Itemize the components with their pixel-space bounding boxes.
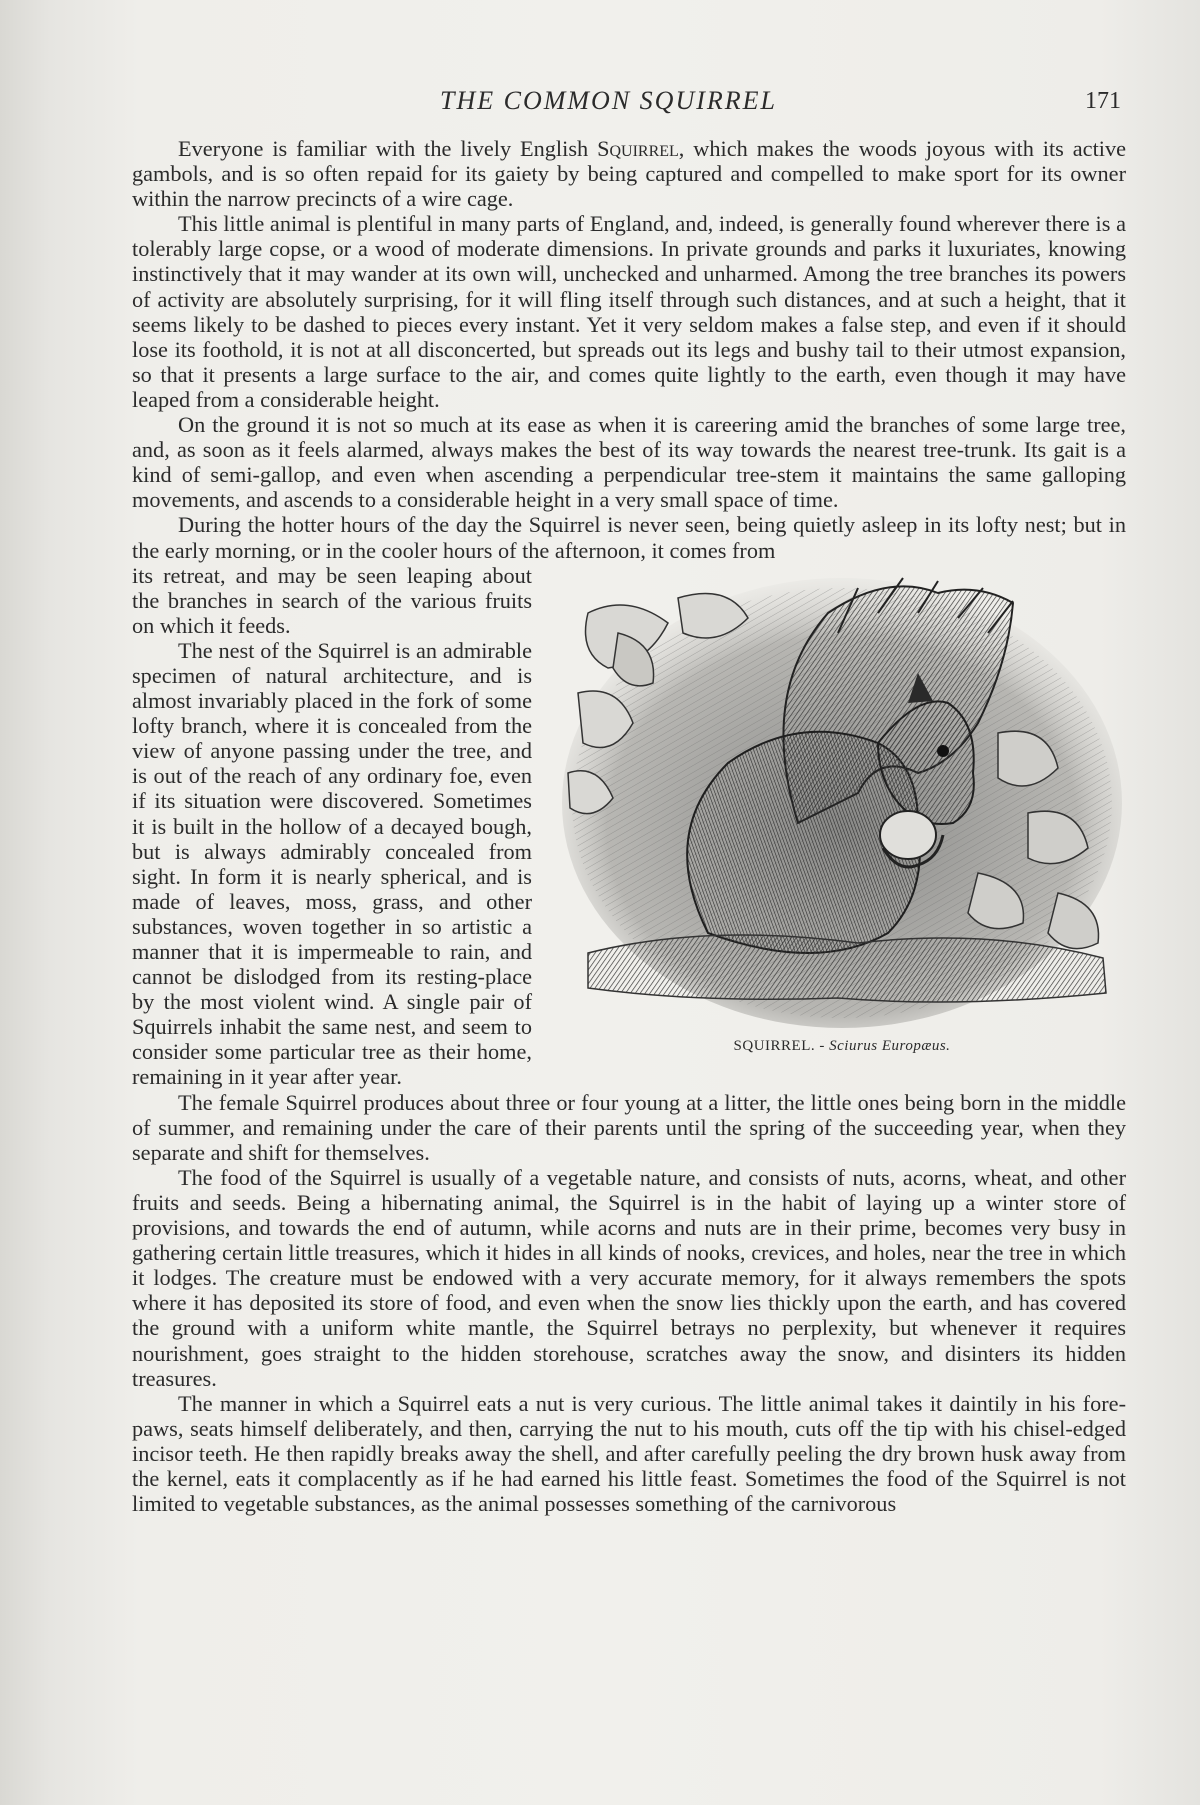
page-header: [0, 84, 1200, 118]
caption-name: SQUIRREL.: [733, 1037, 816, 1054]
forest-floor: [588, 935, 1106, 1002]
squirrel-smallcaps: Squirrel: [597, 136, 679, 161]
paragraph-7: The food of the Squirrel is usually of a vegetable nature, and consists of nuts, acorns, wheat, and other fruits and seeds. Being a hibernating animal, the Squirrel is in the habit of laying up a winter store of provisions, and towards the end of autumn, while acorns and nuts are in their prime, becomes very busy in gathering certain little treasures, which it hides in all kinds of nooks, crevices, and holes, near the tree in which it lodges. The creature must be endowed with a very accurate memory, for it always remembers the spots where it has deposited its store of food, and even when the snow lies thickly upon the earth, and has covered the ground with a uniform white mantle, the Squirrel betrays no perplexity, but whenever it requires nourishment, goes straight to the hidden storehouse, scratches away the snow, and disinters its hidden treasures.: [132, 1164, 1126, 1391]
paragraph-8: The manner in which a Squirrel eats a nut is very curious. The little animal takes it daintily in his fore-paws, seats himself deliberately, and then, carrying the nut to his mouth, cuts off the tip with his chisel-edged incisor teeth. He then rapidly breaks away the shell, and after carefully peeling the dry brown husk away from the kernel, eats it complacently as if he had earned his little feast. Sometimes the food of the Squirrel is not limited to vegetable substances, as the animal possesses something of the carnivorous: [132, 1390, 1126, 1517]
paragraph-2: This little animal is plentiful in many parts of England, and, indeed, is generally found wherever there is a tolerably large copse, or a wood of moderate dimensions. In private grounds and parks it luxuriates, knowing instinctively that it may wander at its own will, unchecked and unharmed. Among the tree branches its powers of activity are absolutely surprising, for it will fling itself through such distances, and at such a height, that it seems likely to be dashed to pieces every instant. Yet it very seldom makes a false step, and even if it should lose its foothold, it is not at all disconcerted, but spreads out its legs and bushy tail to their utmost expansion, so that it presents a large surface to the air, and comes quite lightly to the earth, even though it may have leaped from a considerable height.: [132, 211, 1126, 412]
squirrel-eye: [937, 745, 949, 757]
squirrel-engraving: [558, 573, 1126, 1028]
paragraph-1-start: Everyone is familiar with the lively English: [178, 136, 598, 161]
figure-caption: [558, 1034, 1126, 1059]
paragraph-5: The nest of the Squirrel is an admirable specimen of natural architecture, and is almost invariably placed in the fork of some lofty branch, where it is concealed from the view of anyone passing under the tree, and is out of the reach of any ordinary foe, even if its situation were discovered. Sometimes it is built in the hollow of a decayed bough, but is always admirably concealed from sight. In form it is nearly spherical, and is made of leaves, moss, grass, and other substances, woven together in so artistic a manner that it is impermeable to rain, and cannot be dislodged from its resting-place by the most violent wind. A single pair of Squirrels inhabit the same nest, and seem to consider some particular tree as their home, remaining in it year after year.: [132, 637, 532, 1090]
caption-dash: -: [815, 1037, 830, 1054]
article-body: [132, 136, 1126, 1516]
page-number: 171: [1085, 88, 1121, 114]
squirrel-illustration-figure: [558, 573, 1126, 1055]
paragraph-6: The female Squirrel produces about three or four young at a litter, the little ones being born in the middle of summer, and remaining under the care of their parents until the spring of the succeeding year, when they separate and shift for themselves.: [132, 1089, 1126, 1165]
paragraph-1-end: , which makes the woods joyous with its active gambols, and is so often repaid for its gaiety by being captured and compelled to make sport for its owner within the narrow precincts of a wire cage.: [132, 136, 1126, 212]
illustrated-section: [132, 512, 1126, 1089]
caption-scientific-name: Sciurus Europæus.: [829, 1037, 951, 1054]
paragraph-1: [132, 136, 1126, 211]
paragraph-3: On the ground it is not so much at its ease as when it is careering amid the branches of some large tree, and, as soon as it feels alarmed, always makes the best of its way towards the nearest tree-trunk. Its gait is a kind of semi-gallop, and even when ascending a perpendicular tree-stem it maintains the same galloping movements, and ascends to a considerable height in a very small space of time.: [132, 412, 1126, 513]
running-title: THE COMMON SQUIRREL: [440, 86, 777, 115]
paragraph-4-continued: its retreat, and may be seen leaping about the branches in search of the various fruits on which it feeds.: [132, 562, 532, 638]
nut: [880, 811, 936, 859]
paragraph-4-text: During the hotter hours of the day the Squirrel is never seen, being quietly asleep in its lofty nest; but in the early morning, or in the cooler hours of the afternoon, it comes from: [132, 512, 1126, 563]
